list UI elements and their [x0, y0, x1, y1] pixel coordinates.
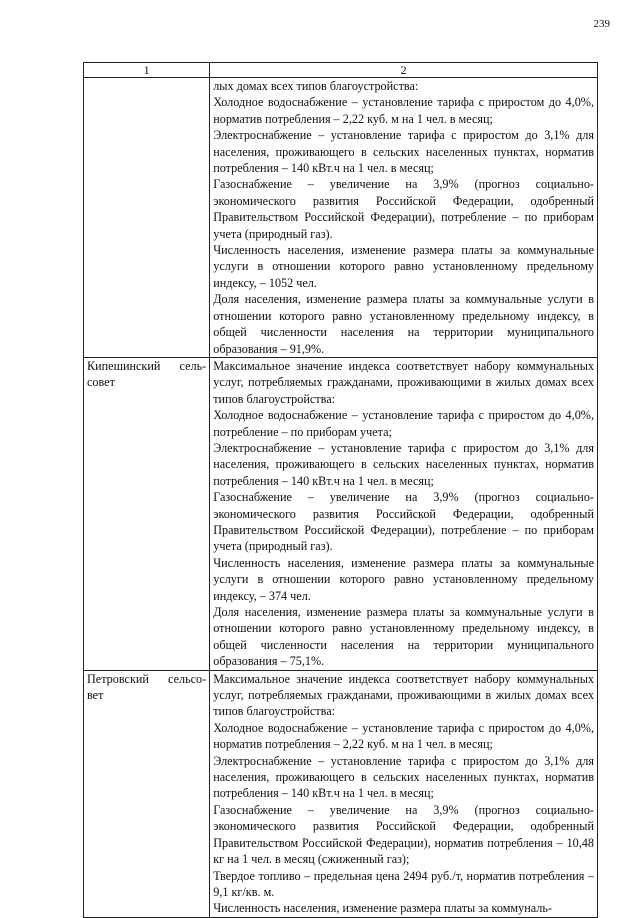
paragraph: Газоснабжение – увеличение на 3,9% (прогноз социально-экономического развития Российской Федерации, одобренный Правительством Российской Федерации), потребление – по приборам учета (природный газ).	[213, 490, 594, 554]
paragraph: Численность населения, изменение размера платы за коммуналь-	[213, 901, 552, 916]
row-content-cell	[210, 670, 598, 917]
table-row	[84, 670, 598, 917]
paragraph: Максимальное значение индекса соответствует набору коммунальных услуг, потребляемых гражданами, проживающими в жилых домах всех типов благоустройства:	[213, 358, 594, 406]
row-name-cell	[84, 670, 210, 917]
row-content-cell	[210, 357, 598, 670]
paragraph: Электроснабжение – установление тарифа с приростом до 3,1% для населения, проживающего в сельских населенных пунктах, норматив потребления – 140 кВт.ч на 1 чел. в месяц;	[213, 128, 594, 176]
paragraph: Холодное водоснабжение – установление тарифа с приростом до 4,0%, норматив потребления – 2,22 куб. м на 1 чел. в месяц;	[213, 95, 594, 126]
paragraph: Доля населения, изменение размера платы за коммунальные услуги в отношении которого равно установленному предельному индексу, в общей численности населения на территории муниципального образования – 91,9%.	[213, 292, 594, 356]
paragraph: Холодное водоснабжение – установление тарифа с приростом до 4,0%, потребление – по приборам учета;	[213, 408, 594, 439]
column-header-2: 2	[210, 63, 598, 78]
paragraph: Электроснабжение – установление тарифа с приростом до 3,1% для населения, проживающего в сельских населенных пунктах, норматив потребления – 140 кВт.ч на 1 чел. в месяц;	[213, 440, 594, 488]
paragraph: Газоснабжение – увеличение на 3,9% (прогноз социально-экономического развития Российской Федерации, одобренный Правительством Российской Федерации), норматив потребления – 10,48 кг на 1 чел. в месяц (сжиженный газ);	[213, 802, 594, 867]
table-header-row	[84, 63, 598, 78]
paragraph: Максимальное значение индекса соответствует набору коммунальных услуг, потребляемых гражданами, проживающими в жилых домах всех типов благоустройства:	[213, 671, 594, 719]
paragraph: Твердое топливо – предельная цена 2494 руб./т, норматив потребления – 9,1 кг/кв. м.	[213, 868, 594, 899]
row-name: Кипешинский сель-совет	[87, 358, 207, 390]
page-number: 239	[593, 18, 610, 30]
row-name: Петровский сельсо-вет	[87, 671, 207, 703]
paragraph: Электроснабжение – установление тарифа с приростом до 3,1% для населения, проживающего в сельских населенных пунктах, норматив потребления – 140 кВт.ч на 1 чел. в месяц;	[213, 753, 594, 801]
table-row	[84, 78, 598, 358]
row-content-cell	[210, 78, 598, 358]
table-row	[84, 357, 598, 670]
paragraph: Численность населения, изменение размера платы за коммунальные услуги в отношении которого равно установленному предельному индексу, – 374 чел.	[213, 555, 594, 603]
row-name-cell	[84, 78, 210, 358]
paragraph: Численность населения, изменение размера платы за коммунальные услуги в отношении которого равно установленному предельному индексу, – 1052 чел.	[213, 243, 594, 290]
paragraph: Доля населения, изменение размера платы за коммунальные услуги в отношении которого равно установленному предельному индексу, в общей численности населения на территории муниципального образования – 75,1%.	[213, 605, 594, 669]
paragraph: лых домах всех типов благоустройства:	[213, 79, 419, 93]
data-table	[83, 62, 598, 918]
paragraph: Холодное водоснабжение – установление тарифа с приростом до 4,0%, норматив потребления – 2,22 куб. м на 1 чел. в месяц;	[213, 720, 594, 752]
column-header-1: 1	[84, 63, 210, 78]
paragraph: Газоснабжение – увеличение на 3,9% (прогноз социально-экономического развития Российской Федерации, одобренный Правительством Российской Федерации), потребление – по приборам учета (природный газ).	[213, 177, 594, 241]
row-name-cell	[84, 357, 210, 670]
